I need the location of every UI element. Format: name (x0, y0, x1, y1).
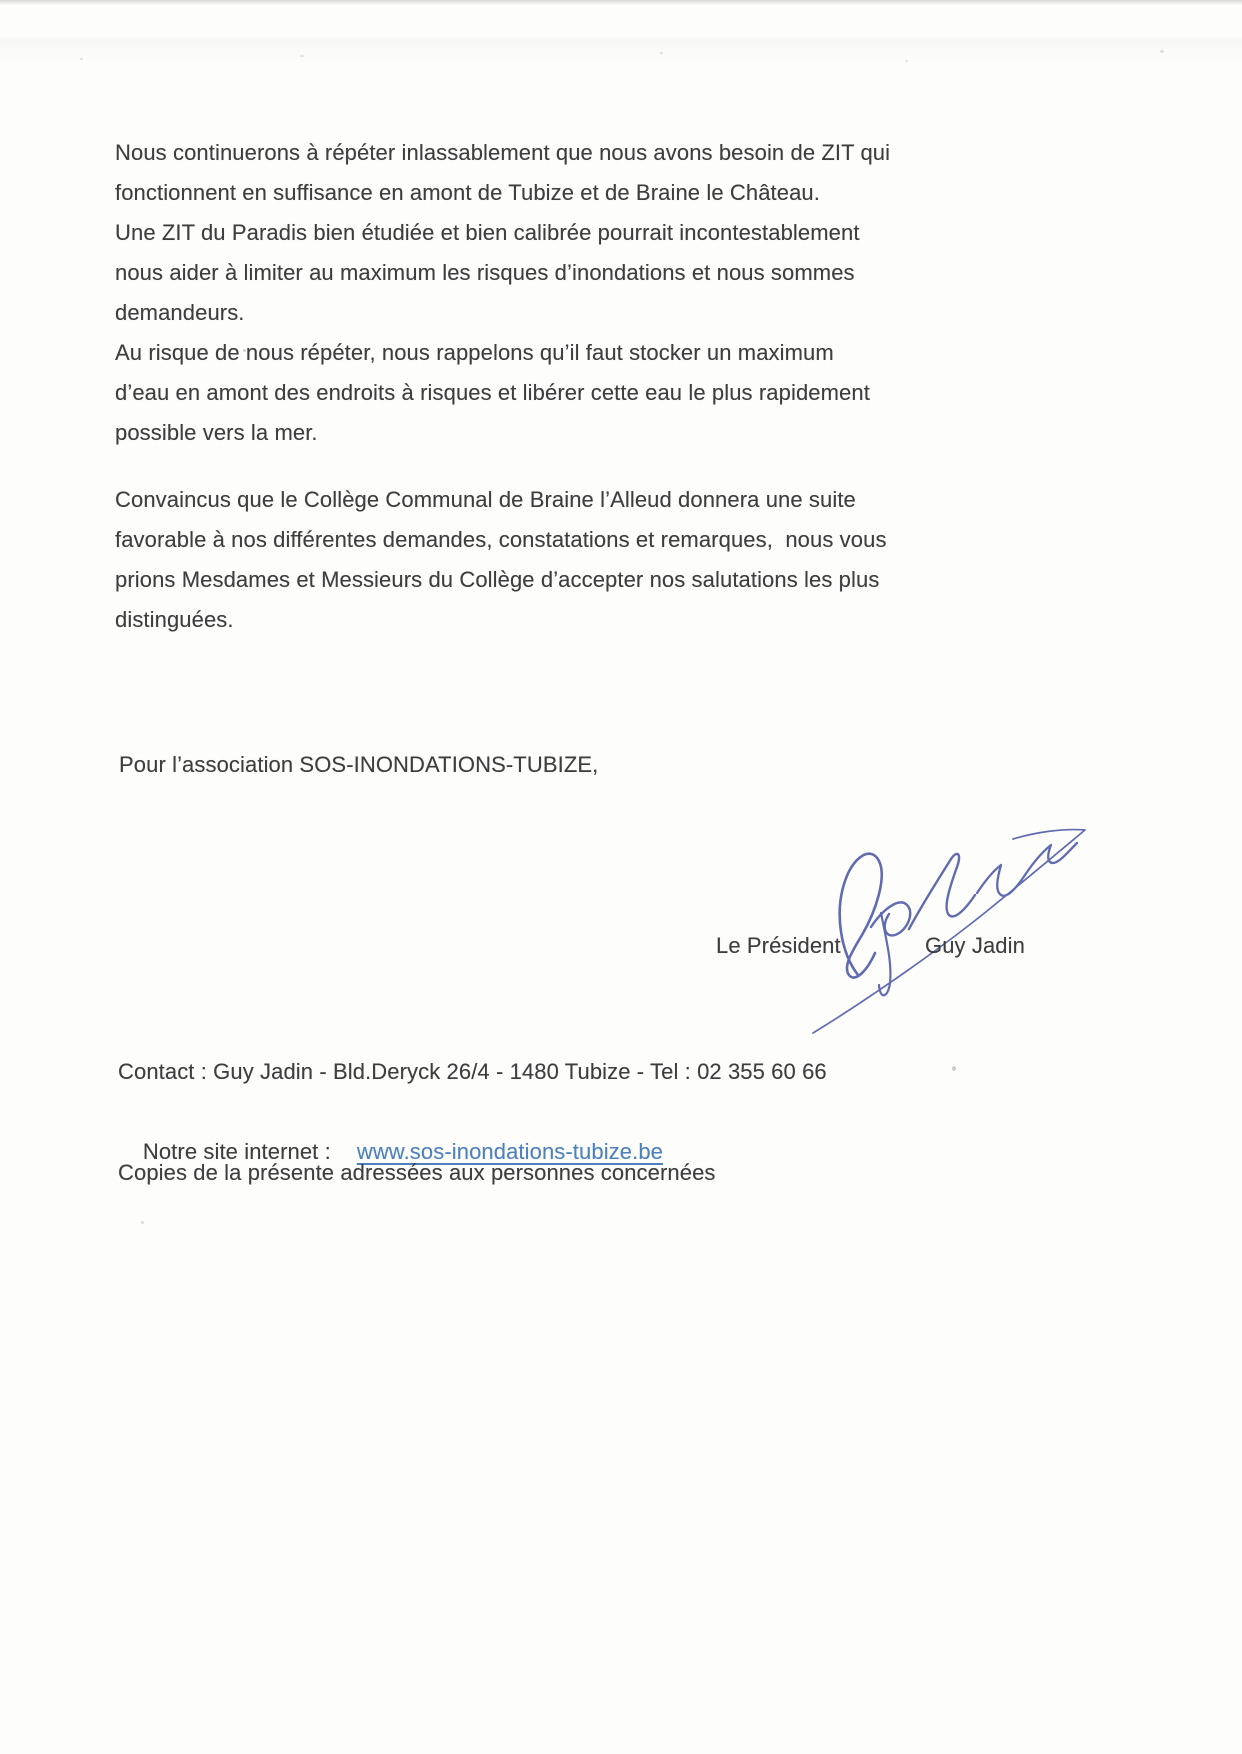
paragraph-line: favorable à nos différentes demandes, constatations et remarques, nous vous (115, 527, 887, 552)
paragraph-line: Une ZIT du Paradis bien étudiée et bien calibrée pourrait incontestablement (115, 220, 860, 245)
handwritten-signature (695, 795, 1095, 1040)
contact-line: Contact : Guy Jadin - Bld.Deryck 26/4 - 1480 Tubize - Tel : 02 355 60 66 (118, 1059, 827, 1084)
paragraph-line: fonctionnent en suffisance en amont de Tubize et de Braine le Château. (115, 180, 820, 205)
scan-speckle (80, 58, 83, 60)
scan-speckle (660, 52, 663, 54)
association-line: Pour l’association SOS-INONDATIONS-TUBIZE, (119, 752, 599, 777)
paragraph-line: Nous continuerons à répéter inlassablement que nous avons besoin de ZIT qui (115, 140, 891, 165)
scan-speckle (952, 1066, 956, 1071)
signer-role-label: Le Président (716, 933, 841, 958)
paragraph-line: Convaincus que le Collège Communal de Braine l’Alleud donnera une suite (115, 487, 856, 512)
paragraph-zit-request (115, 133, 975, 453)
paragraph-closing-salutation (115, 480, 975, 640)
signer-name: Guy Jadin (925, 933, 1025, 958)
scan-artifact-top-band (0, 0, 1242, 5)
scan-speckle (300, 55, 304, 57)
website-label: Notre site internet : (142, 1139, 331, 1164)
paragraph-line: prions Mesdames et Messieurs du Collège d’accepter nos salutations les plus (115, 567, 880, 592)
scan-speckle (141, 1221, 144, 1224)
paragraph-line: nous aider à limiter au maximum les risques d’inondations et nous sommes (115, 260, 855, 285)
paragraph-line: possible vers la mer. (115, 420, 318, 445)
paragraph-line: d’eau en amont des endroits à risques et libérer cette eau le plus rapidement (115, 380, 870, 405)
paragraph-line: demandeurs. (115, 300, 245, 325)
website-line (118, 1092, 663, 1212)
copies-note-line: Copies de la présente adressées aux personnes concernées (118, 1160, 716, 1185)
scan-speckle (1160, 50, 1164, 53)
scan-artifact-haze (0, 38, 1242, 64)
website-link[interactable]: www.sos-inondations-tubize.be (356, 1139, 664, 1164)
scan-speckle (905, 60, 908, 62)
paragraph-line: Au risque de nous répéter, nous rappelons qu’il faut stocker un maximum (115, 340, 834, 365)
paragraph-line: distinguées. (115, 607, 234, 632)
